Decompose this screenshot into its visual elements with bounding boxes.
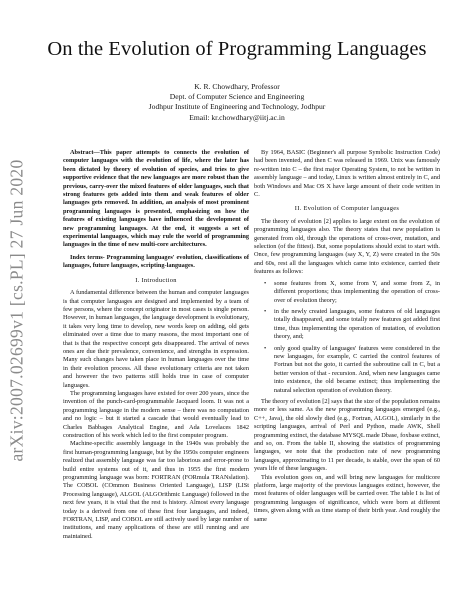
right-column [254, 149, 440, 524]
evolution-paragraph-3: This evolution goes on, and will bring new languages for multicore platform, large majority of the previous languages extinct, however, the most features of older languages will be carried over. The table I is list of programming languages of significance, which were born at different times, given along with as time stamp of their birth year. And roughly the same [254, 473, 440, 523]
abstract: Abstract—This paper attempts to connects the evolution of computer languages with the evolution of life, where the later has been dictated by theory of evolution of species, and tries to give supportive evidence that the new languages are more robust than the previous, carry-over the mixed features of older languages, such that strong features gets added into them and weak features of older languages gets removed. In addition, an analysis of most prominent programming languages is presented, emphasizing on how the features of existing languages have influenced the development of new programming languages. At the end, it suggests a set of experimental languages, which may rule the world of programming languages in the time of new multi-core architectures. [63, 149, 249, 249]
intro-paragraph-1: A fundamental difference between the human and computer languages is that computer languages are designed and implemented by a team of few persons, where the concept originator in most cases is single person. However, in human languages, the language development is evolutionary, it takes very long time to develop, new words keep on adding, old gets eliminated over a time due to many reasons, the most important one of that is that the respective concept gets disappeared. The arrival of news ones are due their prevalence, convenience, and strengths in expression. Many such changes have taken place in human languages over the time in their evolution process. All these evolutionary criteria are not taken and however the two patterns still holds true in case of computer languages. [63, 289, 249, 389]
index-terms: Index terms- Programming languages' evolution, classifications of languages, future languages, scripting-languages. [63, 253, 249, 270]
evolution-bullet-list [254, 280, 440, 395]
intro-paragraph-2: The programming languages have existed for over 200 years, since the invention of the punch-card-programmable Jacquard loom. It was not a programming language in the modern sense – there was no computation and no logic – but it started a cascade that would eventually lead to Charles Babbages Analytical Engine, and Ada Lovelaces 1842 construction of his work which led to the first computer program. [63, 389, 249, 439]
paper-title: On the Evolution of Programming Languages [47, 38, 427, 60]
author-institute: Jodhpur Institute of Engineering and Technology, Jodhpur [148, 102, 326, 112]
author-email: Email: kr.chowdhary@iitj.ac.in [189, 112, 285, 122]
left-column [63, 149, 249, 541]
intro-paragraph-3: Machine-specific assembly language in the 1940s was probably the first human-programming language, but by the 1950s computer engineers realized that assembly language was far too laborious and error-prone to build entire systems out of it, and thus in 1955 the first modern programming language was born: FORTRAN (FORmula TRANslation). The COBOL (COmmon Business Oriented Language), LISP (LISt Processing language), ALGOL (ALGOrithmic Language) followed in the next few years, it is vital that the rest is history. Almost every language today is a derived from one of these first four languages, and indeed, FORTRAN, LISP, and COBOL are still actively used by large number of institutions, and many applications of these are still running and are maintained. [63, 440, 249, 540]
author-block [0, 82, 474, 123]
arxiv-identifier-text: arXiv:2007.02699v1 [cs.PL] 27 Jun 2020 [6, 158, 27, 462]
section-heading-evolution: II. Evolution of Computer languages [294, 205, 400, 213]
history-paragraph: By 1964, BASIC (Beginner's all purpose Symbolic Instruction Code) had been invented, and then C was released in 1969. Unix was famously re-written into C – the first major Operating System, to not be written in assembly language – and today, Linux is written almost entirely in C, and both Windows and Mac OS X have large amount of their code written in C. [254, 149, 440, 199]
arxiv-identifier-stamp [2, 120, 32, 500]
list-item: • in the newly created languages, some features of old languages totally disappeared, and some totally new features got added first time, thus implementing the operation of mutation, of evolution theory, and; [274, 308, 440, 342]
list-item: • some features from X, some from Y, and some from Z, in different proportions; thus implementing the operation of cross-over of evolution theory; [274, 280, 440, 305]
evolution-paragraph-1: The theory of evolution [2] applies to large extent on the evolution of programming languages also. The theory states that new population is generated from old, through the operations of cross-over, mutation, and selection (of the fittest). But, some populations should exist to start with. Once, few programming languages (say X, Y, Z) were created in the 50s and 60s, rest all the languages which came into existence, carried their features as follows: [254, 217, 440, 276]
list-item: • only good quality of languages' features were considered in the new languages, for example, C carried the control features of Fortran but not the goto, it carried the subroutine call in C, but a better version of that - recursion. And, when new languages came into existence, the old became extinct; thus implementing the natural selection operation of evolution theory. [274, 345, 440, 395]
author-department: Dept. of Computer Science and Engineering [169, 92, 305, 102]
author-name: K. R. Chowdhary, Professor [194, 82, 280, 91]
evolution-paragraph-2: The theory of evolution [2] says that the size of the population remains more or less same. As the new programming languages emerged (e.g., C++, Java), the old slowly died (e.g., Fortran, ALGOL), similarly in the scripting languages, arrival of Perl and Python, made AWK, Shell programming extinct, the database MYSQL made Dbase, foxbase extinct, and so, on. From the table II, showing the statistics of programming languages, we note that the production rate of new programming languages, approximating to 11 per decade, is stable, over the span of 60 years life of these languages. [254, 397, 440, 473]
section-heading-introduction: I. Introduction [135, 276, 177, 284]
